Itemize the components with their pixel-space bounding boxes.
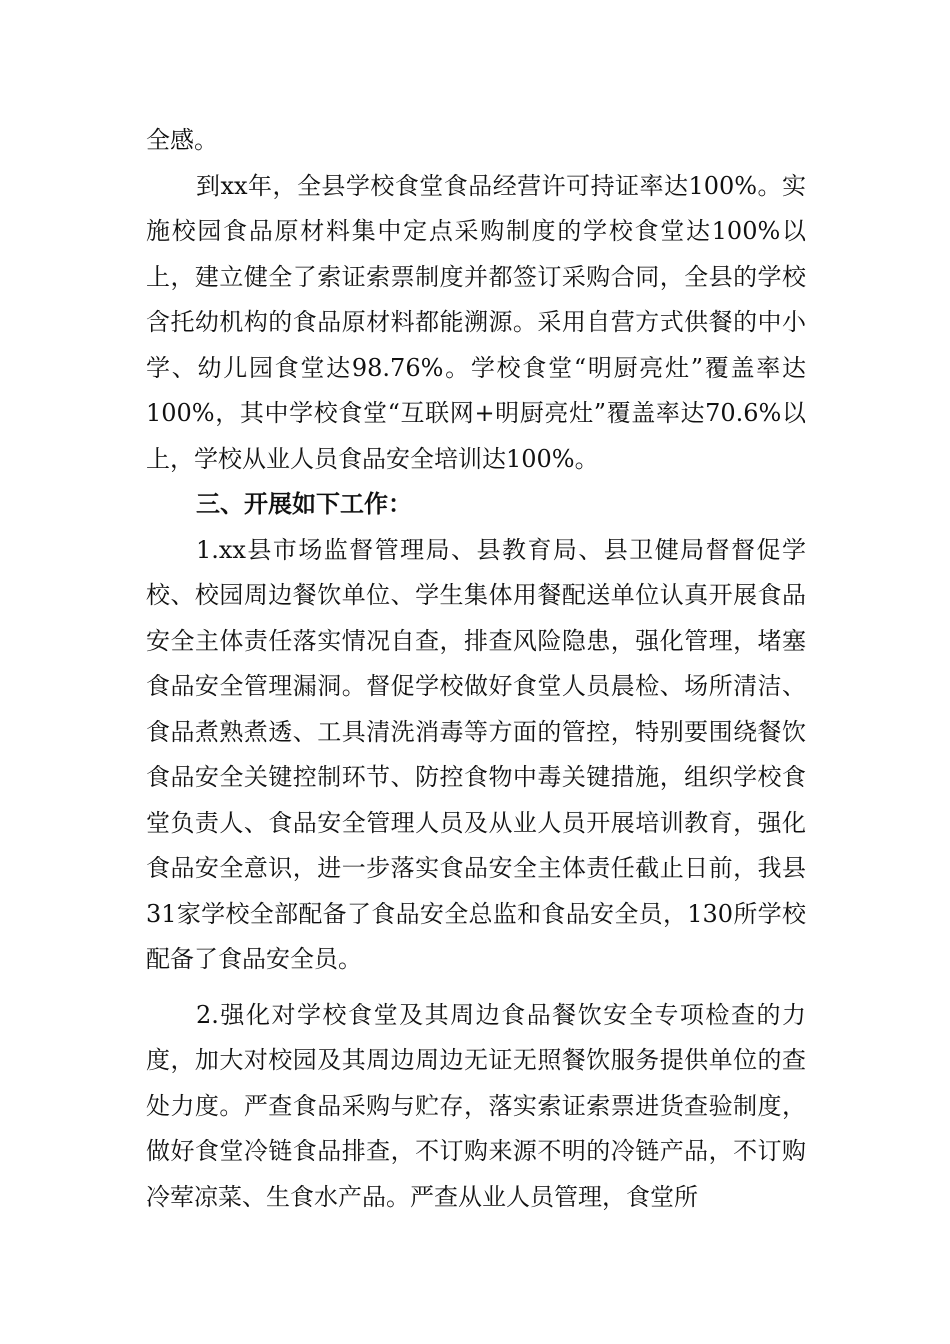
paragraph-summary-2: 到xx年，全县学校食堂食品经营许可持证率达100%。实施校园食品原材料集中定点采购制度的学校食堂达100%以上，建立健全了索证索票制度并都签订采购合同，全县的学校含托幼机构的食品原材料都能溯源。采用自营方式供餐的中小学、幼儿园食堂达98.76%。学校食堂“明厨亮灶”覆盖率达100%，其中学校食堂“互联网+明厨亮灶”覆盖率达70.6%以上，学校从业人员食品安全培训达100%。 [146,171,806,473]
paragraph-continuation: 全感。 [146,126,218,154]
paragraph-item-1: 1.xx县市场监督管理局、县教育局、县卫健局督督促学校、校园周边餐饮单位、学生集体用餐配送单位认真开展食品安全主体责任落实情况自查，排查风险隐患，强化管理，堵塞食品安全管理漏洞。督促学校做好食堂人员晨检、场所清洁、食品煮熟煮透、工具清洗消毒等方面的管控，特别要围绕餐饮食品安全关键控制环节、防控食物中毒关键措施，组织学校食堂负责人、食品安全管理人员及从业人员开展培训教育，强化食品安全意识，进一步落实食品安全主体责任截止日前，我县31家学校全部配备了食品安全总监和食品安全员，130所学校配备了食品安全员。 [146,535,806,973]
document-body [146,118,806,1220]
section-heading: 三、开展如下工作： [196,490,412,518]
paragraph-item-2: 2.强化对学校食堂及其周边食品餐饮安全专项检查的力度，加大对校园及其周边周边无证无照餐饮服务提供单位的查处力度。严查食品采购与贮存，落实索证索票进货查验制度，做好食堂冷链食品排查，不订购来源不明的冷链产品，不订购冷荤凉菜、生食水产品。严查从业人员管理，食堂所 [146,1000,806,1211]
